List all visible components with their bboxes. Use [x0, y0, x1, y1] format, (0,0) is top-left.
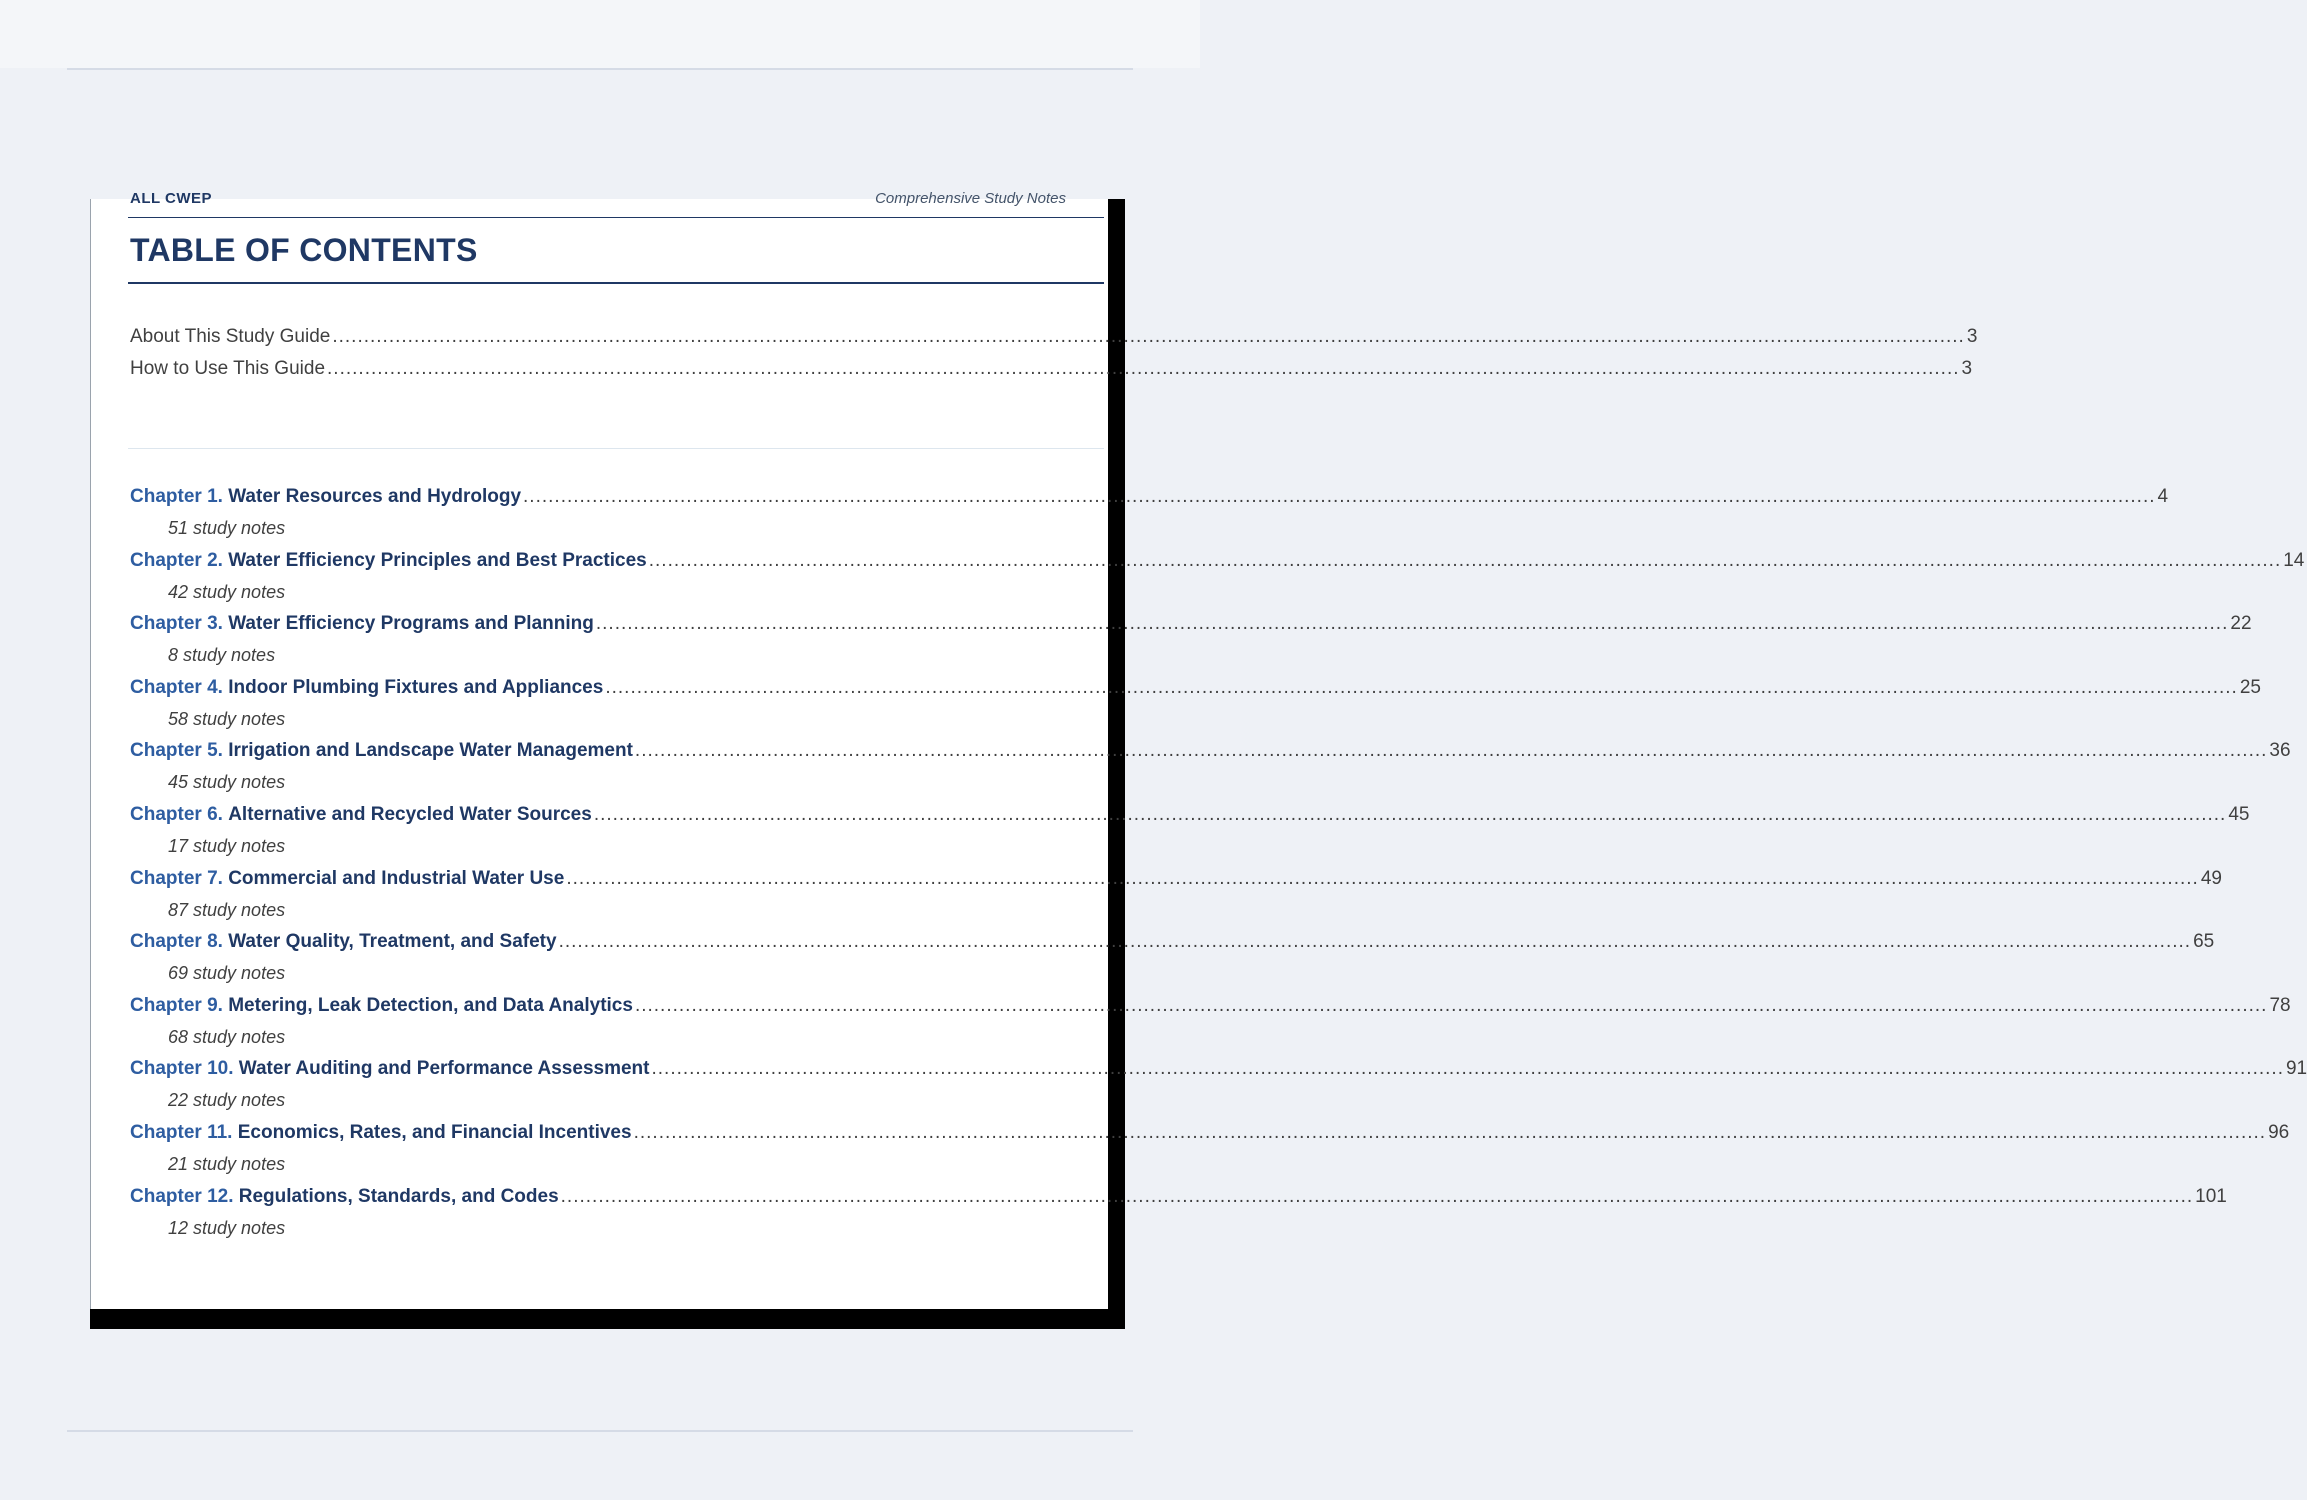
- chapter-entry[interactable]: [130, 867, 2222, 894]
- chapter-page: 36: [2269, 740, 2291, 762]
- chapter-heading: [130, 868, 564, 890]
- page-title: TABLE OF CONTENTS: [130, 232, 478, 268]
- chapter-title: Water Quality, Treatment, and Safety: [228, 931, 557, 953]
- chapter-notes-count: 12 study notes: [168, 1217, 286, 1238]
- chapter-entry[interactable]: [130, 549, 2305, 576]
- chapter-notes-count: 22 study notes: [168, 1090, 286, 1111]
- chapter-number: Chapter 12.: [130, 1185, 234, 1207]
- dot-leader: ....................................................................................................................................................................................................................................................................: [605, 676, 2238, 698]
- chapter-notes-count: 58 study notes: [168, 708, 286, 729]
- chapter-heading: [130, 613, 594, 635]
- chapter-heading: [130, 995, 633, 1017]
- dot-leader: ....................................................................................................................................................................................................................................................................: [648, 549, 2282, 571]
- chapter-entry[interactable]: [130, 676, 2261, 703]
- chapter-title: Water Efficiency Programs and Planning: [228, 613, 594, 635]
- chapter-notes-count: 87 study notes: [168, 899, 286, 920]
- chapter-heading: [130, 486, 521, 508]
- chapter-entry[interactable]: [130, 613, 2252, 639]
- toc-entry-title: How to Use This Guide: [130, 358, 326, 379]
- viewer-top-band: [0, 0, 1200, 68]
- page-shadow-bottom: [90, 1308, 1125, 1329]
- header-rule: [128, 217, 1104, 218]
- chapter-page: 22: [2230, 613, 2252, 635]
- dot-leader: ....................................................................................................................................................................................................................................................................: [332, 326, 1965, 347]
- chapter-page: 78: [2269, 994, 2291, 1016]
- chapter-title: Irrigation and Landscape Water Management: [228, 740, 633, 762]
- chapter-entry[interactable]: [130, 486, 2169, 512]
- chapter-title: Economics, Rates, and Financial Incentives: [237, 1122, 632, 1143]
- chapter-heading: [130, 804, 592, 826]
- chapter-title: Water Efficiency Principles and Best Practices: [228, 549, 647, 571]
- chapter-notes-count: 68 study notes: [168, 1026, 286, 1047]
- chapter-page: 101: [2195, 1185, 2227, 1207]
- chapter-number: Chapter 7.: [130, 867, 223, 889]
- chapter-heading: [130, 550, 647, 572]
- chapter-notes-count: 17 study notes: [168, 836, 286, 856]
- dot-leader: ....................................................................................................................................................................................................................................................................: [558, 931, 2192, 953]
- chapter-number: Chapter 8.: [130, 931, 223, 953]
- chapter-page: 14: [2283, 549, 2305, 571]
- chapter-entry[interactable]: [130, 1058, 2307, 1084]
- document-page: [90, 190, 2307, 1309]
- toc-entry-title: About This Study Guide: [130, 326, 331, 347]
- dot-leader: ....................................................................................................................................................................................................................................................................: [523, 486, 2156, 507]
- chapter-page: 4: [2157, 486, 2169, 507]
- dot-leader: ....................................................................................................................................................................................................................................................................: [651, 1058, 2284, 1080]
- chapter-number: Chapter 4.: [130, 676, 223, 698]
- chapter-title: Commercial and Industrial Water Use: [228, 867, 565, 889]
- chapter-number: Chapter 9.: [130, 994, 223, 1016]
- chapter-title: Alternative and Recycled Water Sources: [228, 804, 592, 825]
- dot-leader: ....................................................................................................................................................................................................................................................................: [560, 1185, 2194, 1207]
- chapter-number: Chapter 1.: [130, 486, 223, 507]
- dot-leader: ....................................................................................................................................................................................................................................................................: [595, 613, 2229, 635]
- toc-entry-page: 3: [1961, 358, 1973, 379]
- chapter-entry[interactable]: [130, 1122, 2290, 1148]
- chapter-heading: [130, 931, 557, 953]
- chapter-number: Chapter 6.: [130, 804, 223, 825]
- chapter-page: 91: [2285, 1058, 2307, 1080]
- dot-leader: ....................................................................................................................................................................................................................................................................: [566, 867, 2199, 889]
- chapter-entry[interactable]: [130, 994, 2291, 1021]
- toc-entry[interactable]: [130, 326, 1978, 352]
- toc-entry-page: 3: [1966, 326, 1978, 347]
- chapter-number: Chapter 3.: [130, 613, 223, 635]
- dot-leader: ....................................................................................................................................................................................................................................................................: [634, 740, 2268, 762]
- chapter-notes-count: 42 study notes: [168, 581, 286, 602]
- title-rule: [128, 282, 1104, 284]
- chapter-entry[interactable]: [130, 1185, 2227, 1212]
- chapter-title: Indoor Plumbing Fixtures and Appliances: [228, 676, 604, 698]
- chapter-heading: [130, 677, 603, 699]
- chapter-heading: [130, 1122, 632, 1144]
- dot-leader: ....................................................................................................................................................................................................................................................................: [327, 358, 1960, 379]
- chapter-notes-count: 51 study notes: [168, 518, 286, 538]
- chapter-entry[interactable]: [130, 740, 2291, 766]
- chapter-title: Metering, Leak Detection, and Data Analytics: [228, 994, 633, 1016]
- chapter-page: 49: [2200, 867, 2222, 889]
- chapter-entry[interactable]: [130, 931, 2215, 957]
- chapter-notes-count: 45 study notes: [168, 772, 286, 793]
- top-divider: [67, 68, 1133, 70]
- chapter-page: 25: [2239, 676, 2261, 698]
- chapter-number: Chapter 2.: [130, 549, 223, 571]
- section-divider: [128, 448, 1104, 449]
- dot-leader: ....................................................................................................................................................................................................................................................................: [634, 994, 2268, 1016]
- chapter-number: Chapter 5.: [130, 740, 223, 762]
- chapter-title: Water Resources and Hydrology: [228, 486, 522, 507]
- toc-entry[interactable]: [130, 358, 1973, 384]
- chapter-page: 65: [2193, 931, 2215, 953]
- chapter-notes-count: 21 study notes: [168, 1154, 286, 1174]
- chapter-number: Chapter 11.: [130, 1122, 233, 1143]
- chapter-notes-count: 8 study notes: [168, 645, 276, 666]
- bottom-divider: [67, 1430, 1133, 1432]
- chapter-notes-count: 69 study notes: [168, 963, 286, 984]
- chapter-page: 96: [2268, 1122, 2290, 1143]
- chapter-heading: [130, 740, 633, 762]
- dot-leader: ....................................................................................................................................................................................................................................................................: [593, 804, 2227, 825]
- chapter-entry[interactable]: [130, 804, 2250, 830]
- chapter-title: Water Auditing and Performance Assessment: [238, 1058, 650, 1080]
- chapter-page: 45: [2228, 804, 2250, 825]
- dot-leader: ....................................................................................................................................................................................................................................................................: [633, 1122, 2267, 1143]
- chapter-heading: [130, 1058, 649, 1080]
- chapter-number: Chapter 10.: [130, 1058, 234, 1080]
- running-header-right: Comprehensive Study Notes: [875, 190, 1066, 207]
- chapter-heading: [130, 1186, 559, 1208]
- running-header-left: ALL CWEP: [130, 190, 213, 207]
- chapter-title: Regulations, Standards, and Codes: [238, 1185, 559, 1207]
